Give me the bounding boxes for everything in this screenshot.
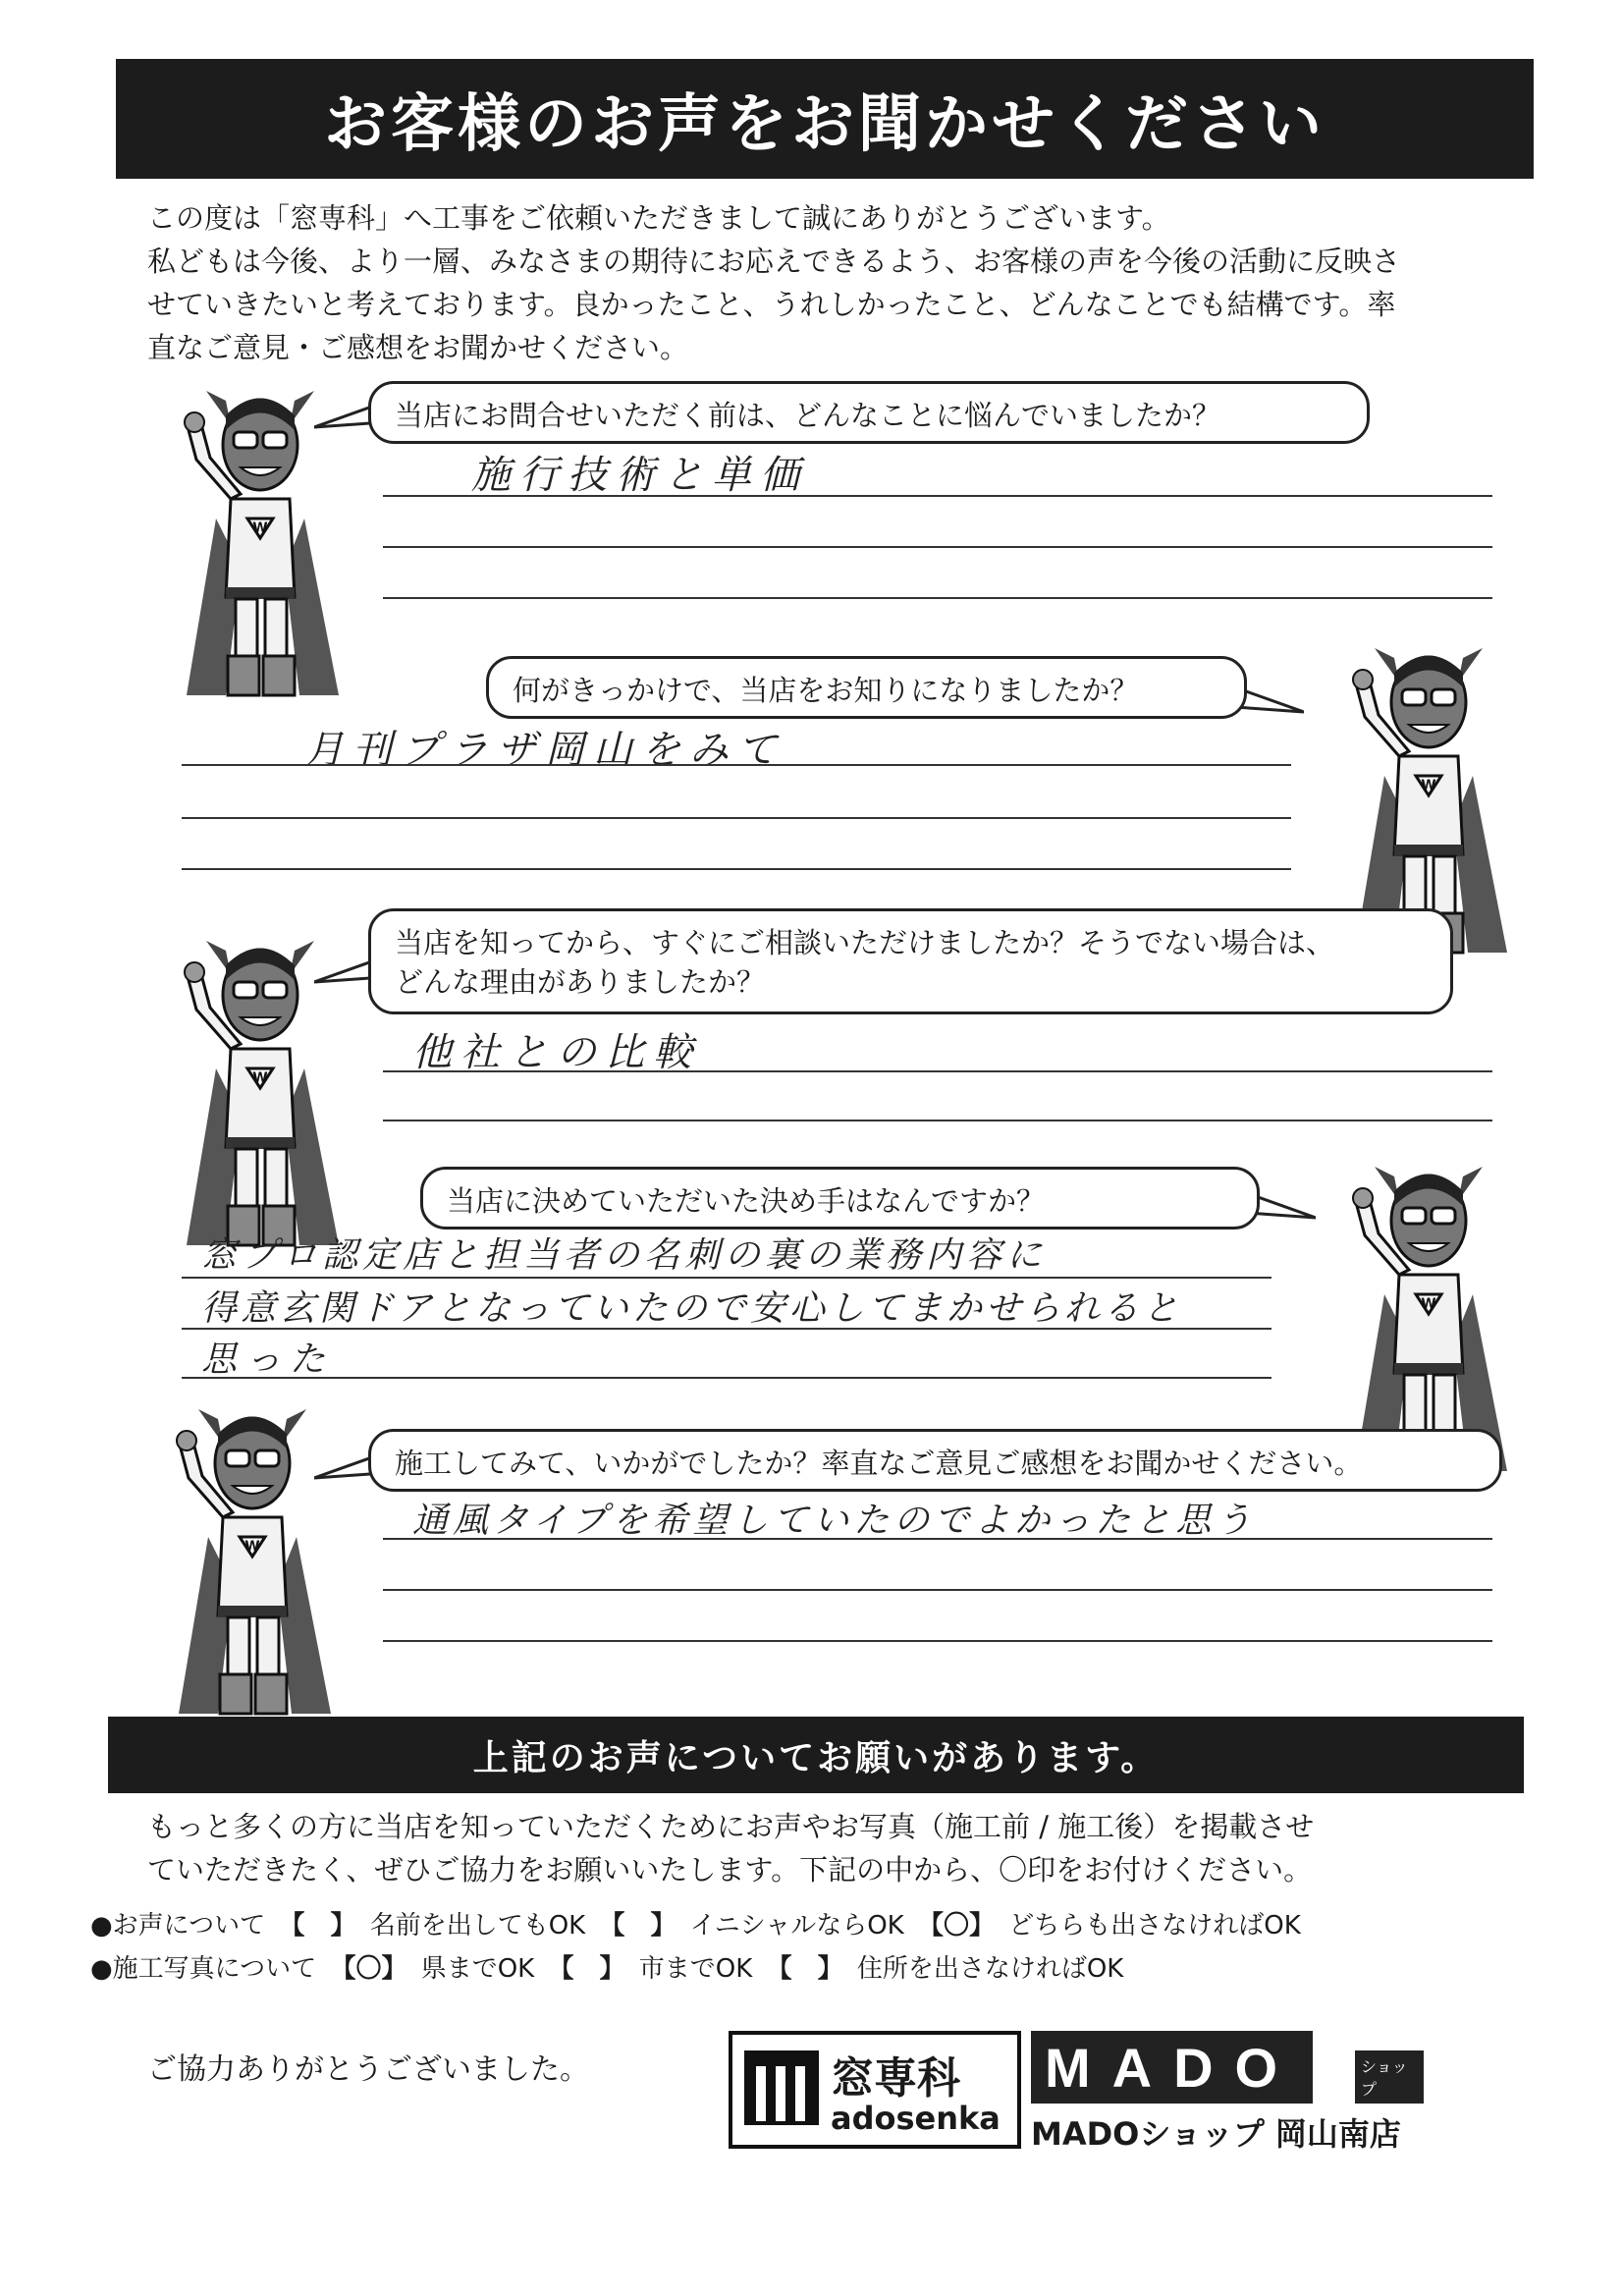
mado-wordmark: MADO — [1031, 2031, 1313, 2104]
intro-line: この度は「窓専科」へ工事をご依頼いただきまして誠にありがとうございます。 — [147, 201, 1170, 235]
answer-line — [383, 1640, 1492, 1642]
checkbox-prefecture-ok[interactable]: 【〇】 — [330, 1954, 407, 1984]
option-text: イニシャルならOK — [689, 1911, 904, 1941]
option-text: 県までOK — [420, 1954, 535, 1984]
answer-line — [383, 1538, 1492, 1540]
handwritten-answer-4: 得意玄関ドアとなっていたので安心してまかせられると — [201, 1288, 1182, 1329]
madosenka-en-text: adosenka — [831, 2100, 1001, 2137]
question-line: どんな理由がありましたか？ — [395, 965, 766, 999]
voice-options-row — [90, 1905, 1307, 1941]
intro-text — [147, 196, 1522, 369]
handwritten-answer-4: 思った — [201, 1339, 335, 1380]
handwritten-answer-3: 他社との比較 — [412, 1030, 701, 1075]
request-title: 上記のお声についてお願いがあります。 — [108, 1717, 1524, 1793]
request-text — [147, 1805, 1522, 1891]
request-line: ていただきたく、ぜひご協力をお願いいたします。下記の中から、〇印をお付けください。 — [147, 1853, 1313, 1886]
checkbox-initial-ok[interactable]: 【 】 — [599, 1911, 676, 1941]
question-bubble-2: 何がきっかけで、当店をお知りになりましたか？ — [486, 656, 1247, 719]
answer-line — [383, 546, 1492, 548]
intro-line: 直なご意見・ご感想をお聞かせください。 — [147, 331, 689, 364]
intro-line: 私どもは今後、より一層、みなさまの期待にお応えできるよう、お客様の声を今後の活動に反映さ — [147, 245, 1401, 278]
mado-shop-logo — [1031, 2031, 1424, 2153]
photo-options-row — [90, 1948, 1129, 1985]
question-bubble-3 — [368, 908, 1453, 1014]
shop-tag: ショップ — [1355, 2050, 1424, 2104]
checkbox-city-ok[interactable]: 【 】 — [548, 1954, 625, 1984]
answer-line — [182, 868, 1291, 870]
intro-line: せていきたいと考えております。良かったこと、うれしかったこと、どんなことでも結構です。率 — [147, 288, 1396, 321]
option-label: ●施工写真について — [90, 1954, 317, 1984]
mado-letters — [1031, 2031, 1313, 2104]
madosenka-logo — [729, 2031, 1021, 2149]
option-text: 住所を出さなければOK — [856, 1954, 1124, 1984]
answer-line — [383, 1589, 1492, 1591]
question-bubble-1: 当店にお問合せいただく前は、どんなことに悩んでいましたか？ — [368, 381, 1370, 444]
question-line: 当店を知ってから、すぐにご相談いただけましたか？そうでない場合は、 — [395, 926, 1335, 959]
checkbox-neither-ok[interactable]: 【〇】 — [918, 1911, 996, 1941]
answer-line — [182, 1277, 1271, 1279]
answer-line — [182, 817, 1291, 819]
thanks-text: ご協力ありがとうございました。 — [147, 2052, 589, 2087]
answer-line — [182, 1377, 1271, 1379]
handwritten-answer-1: 施行技術と単価 — [471, 453, 808, 498]
question-bubble-5: 施工してみて、いかがでしたか？率直なご意見ご感想をお聞かせください。 — [368, 1429, 1502, 1492]
answer-line — [383, 1070, 1492, 1072]
answer-line — [383, 495, 1492, 497]
madosenka-jp-text: 窓専科 — [831, 2053, 960, 2104]
handwritten-answer-4: 窓プロ認定店と担当者の名刺の裏の業務内容に — [201, 1235, 1048, 1276]
option-text: 名前を出してもOK — [369, 1911, 586, 1941]
handwritten-answer-2: 月刊プラザ岡山をみて — [304, 728, 785, 773]
answer-line — [182, 1328, 1271, 1330]
madosenka-mark-icon — [742, 2049, 821, 2127]
option-label: ●お声について — [90, 1911, 266, 1941]
answer-line — [383, 1120, 1492, 1121]
checkbox-name-ok[interactable]: 【 】 — [279, 1911, 356, 1941]
option-text: どちらも出さなければOK — [1008, 1911, 1301, 1941]
question-bubble-4: 当店に決めていただいた決め手はなんですか？ — [420, 1167, 1260, 1230]
page-title: お客様のお声をお聞かせください — [116, 59, 1534, 179]
request-line: もっと多くの方に当店を知っていただくためにお声やお写真（施工前 / 施工後）を掲載させ — [147, 1810, 1315, 1843]
store-name: MADOショップ 岡山南店 — [1031, 2115, 1401, 2153]
handwritten-answer-5: 通風タイプを希望していたのでよかったと思う — [412, 1501, 1257, 1541]
checkbox-no-address-ok[interactable]: 【 】 — [766, 1954, 843, 1984]
option-text: 市までOK — [638, 1954, 753, 1984]
answer-line — [182, 764, 1291, 766]
answer-line — [383, 597, 1492, 599]
mascot-illustration — [159, 1390, 346, 1723]
